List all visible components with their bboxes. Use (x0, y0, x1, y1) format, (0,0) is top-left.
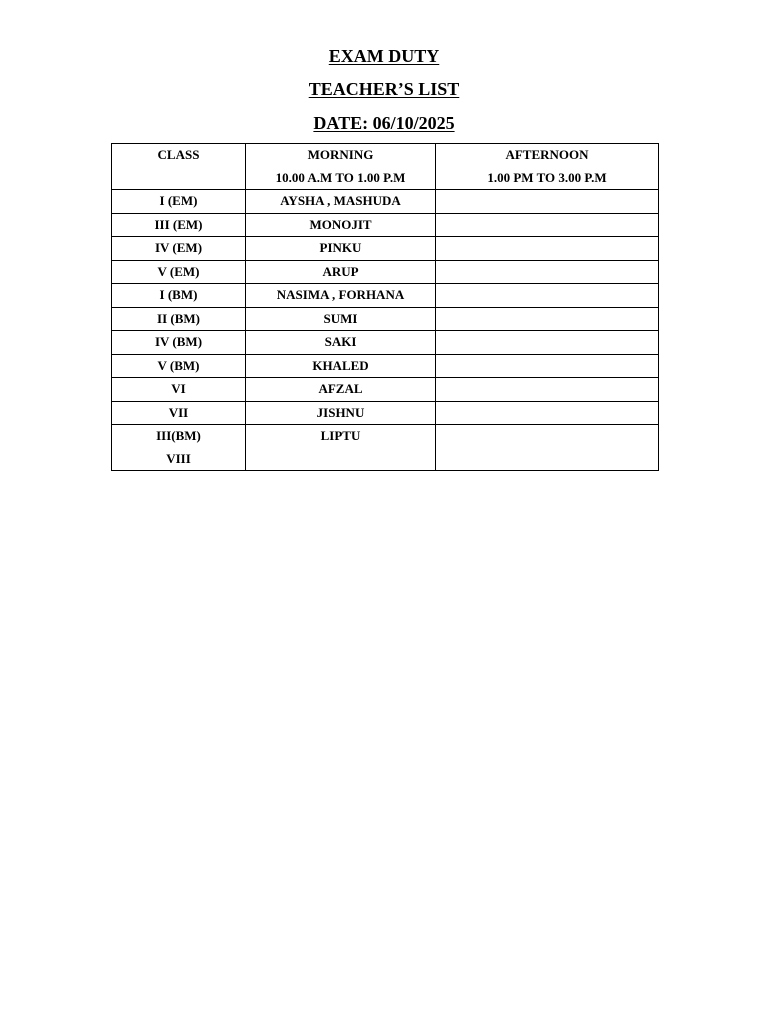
header-afternoon-time: 1.00 PM TO 3.00 P.M (487, 169, 607, 185)
class-line-2: VIII (166, 450, 191, 466)
morning-cell: SAKI (246, 331, 436, 355)
table-row (112, 354, 659, 378)
table-row (112, 401, 659, 425)
afternoon-cell (436, 401, 659, 425)
afternoon-cell (436, 237, 659, 261)
header-class-label: CLASS (157, 147, 200, 162)
afternoon-cell (436, 331, 659, 355)
document-date (0, 112, 768, 134)
exam-duty-table (111, 143, 659, 471)
afternoon-cell (436, 307, 659, 331)
class-line-1: III(BM) (156, 428, 201, 443)
afternoon-cell (436, 190, 659, 214)
header-afternoon-label: AFTERNOON (505, 147, 589, 162)
afternoon-cell (436, 378, 659, 402)
header-class-cell (112, 144, 246, 190)
afternoon-cell (436, 260, 659, 284)
afternoon-cell (436, 425, 659, 471)
table-row (112, 213, 659, 237)
morning-cell: PINKU (246, 237, 436, 261)
morning-cell: ARUP (246, 260, 436, 284)
table-row (112, 237, 659, 261)
morning-cell: KHALED (246, 354, 436, 378)
class-cell: I (BM) (112, 284, 246, 308)
header-morning-time: 10.00 A.M TO 1.00 P.M (275, 169, 406, 185)
class-cell: VII (112, 401, 246, 425)
table-row (112, 260, 659, 284)
header-morning-cell (246, 144, 436, 190)
morning-cell: NASIMA , FORHANA (246, 284, 436, 308)
morning-cell: AFZAL (246, 378, 436, 402)
class-cell: VI (112, 378, 246, 402)
table-row-last (112, 425, 659, 471)
table-header-row (112, 144, 659, 190)
class-cell (112, 425, 246, 471)
header-morning-label: MORNING (307, 147, 374, 162)
afternoon-cell (436, 213, 659, 237)
table-row (112, 284, 659, 308)
morning-cell: AYSHA , MASHUDA (246, 190, 436, 214)
morning-cell: MONOJIT (246, 213, 436, 237)
morning-cell: JISHNU (246, 401, 436, 425)
document-title (0, 45, 768, 67)
table-row (112, 190, 659, 214)
afternoon-cell (436, 284, 659, 308)
class-cell: I (EM) (112, 190, 246, 214)
table-row (112, 307, 659, 331)
table-row (112, 331, 659, 355)
morning-cell: SUMI (246, 307, 436, 331)
document-subtitle-text: TEACHER’S LIST (308, 79, 460, 99)
table-row (112, 378, 659, 402)
class-cell: IV (BM) (112, 331, 246, 355)
document-title-text: EXAM DUTY (328, 46, 440, 66)
class-cell: IV (EM) (112, 237, 246, 261)
header-afternoon-cell (436, 144, 659, 190)
document-date-text: DATE: 06/10/2025 (313, 113, 455, 133)
class-cell: II (BM) (112, 307, 246, 331)
document-subtitle (0, 78, 768, 100)
class-cell: V (EM) (112, 260, 246, 284)
morning-cell: LIPTU (246, 425, 436, 471)
afternoon-cell (436, 354, 659, 378)
class-cell: V (BM) (112, 354, 246, 378)
class-cell: III (EM) (112, 213, 246, 237)
